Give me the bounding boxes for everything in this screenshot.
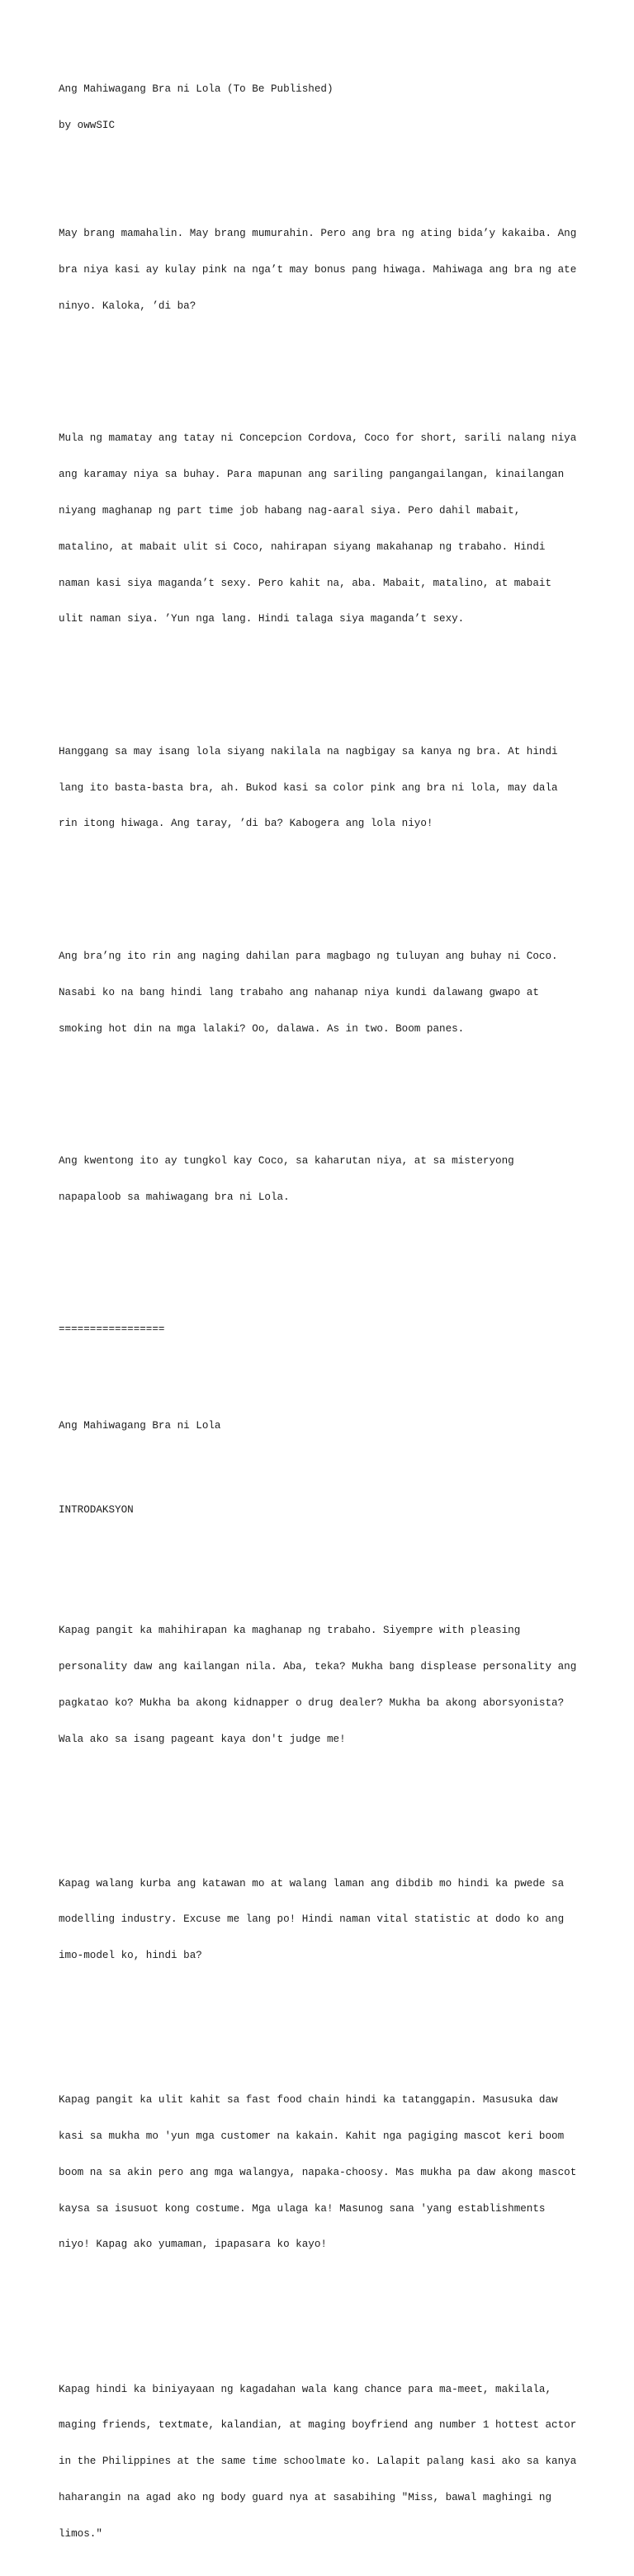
intro-paragraph-1: Kapag pangit ka mahihirapan ka maghanap ng trabaho. Siyempre with pleasing personality daw ang kailangan nila. Aba, teka? Mukha bang displease personality ang pagkatao ko? Mukha ba akong kidnapper o drug dealer? Mukha ba akong aborsyonista? Wala ako sa isang pageant kaya don't judge me! [59,1625,577,1745]
section-divider: ================= [59,1323,165,1336]
synopsis-paragraph-5: Ang kwentong ito ay tungkol kay Coco, sa kaharutan niya, at sa misteryong napapaloob sa mahiwagang bra ni Lola. [59,1155,514,1203]
synopsis-paragraph-4: Ang bra’ng ito rin ang naging dahilan para magbago ng tuluyan ang buhay ni Coco. Nasabi ko na bang hindi lang trabaho ang nahanap niya kundi dalawang gwapo at smoking hot din na mga lalaki? Oo, dalawa. As in two. Boom panes. [59,950,558,1035]
intro-paragraph-4: Kapag hindi ka biniyayaan ng kagadahan wala kang chance para ma-meet, makilala, maging friends, textmate, kalandian, at maging boyfriend ang number 1 hottest actor in the Philippines at the same time schoolmate ko. Lalapit palang kasi ako sa kanya haharangin na agad ako ng body guard nya at sasabihing "Miss, bawal maghingi ng limos." [59,2383,577,2540]
synopsis-paragraph-3: Hanggang sa may isang lola siyang nakilala na nagbigay sa kanya ng bra. At hindi lang ito basta-basta bra, ah. Bukod kasi sa color pink ang bra ni lola, may dala rin itong hiwaga. Ang taray, ’di ba? Kabogera ang lola niyo! [59,745,558,830]
section-heading: INTRODAKSYON [59,1504,134,1517]
document-page [59,59,587,2576]
intro-paragraph-2: Kapag walang kurba ang katawan mo at walang laman ang dibdib mo hindi ka pwede sa modelling industry. Excuse me lang po! Hindi naman vital statistic at dodo ko ang imo-model ko, hindi ba? [59,1877,565,1962]
synopsis-paragraph-2: Mula ng mamatay ang tatay ni Concepcion Cordova, Coco for short, sarili nalang niya ang karamay niya sa buhay. Para mapunan ang sariling pangangailangan, kinailangan niyang maghanap ng part time job habang nag-aaral siya. Pero dahil mabait, matalino, at mabait ulit si Coco, nahirapan siyang makahanap ng trabaho. Hindi naman kasi siya maganda’t sexy. Pero kahit na, aba. Mabait, matalino, at mabait ulit naman siya. ’Yun nga lang. Hindi talaga siya maganda’t sexy. [59,432,577,625]
document-title: Ang Mahiwagang Bra ni Lola (To Be Published) [59,83,334,96]
intro-paragraph-3: Kapag pangit ka ulit kahit sa fast food chain hindi ka tatanggapin. Masusuka daw kasi sa mukha mo 'yun mga customer na kakain. Kahit nga pagiging mascot keri boom boom na sa akin pero ang mga walangya, napaka-choosy. Mas mukha pa daw akong mascot kaysa sa isusuot kong costume. Mga ulaga ka! Masunog sana 'yang establishments niyo! Kapag ako yumaman, ipapasara ko kayo! [59,2094,577,2251]
story-title: Ang Mahiwagang Bra ni Lola [59,1420,221,1432]
author-byline: by owwSIC [59,119,116,131]
synopsis-paragraph-1: May brang mamahalin. May brang mumurahin. Pero ang bra ng ating bida’y kakaiba. Ang bra niya kasi ay kulay pink na nga’t may bonus pang hiwaga. Mahiwaga ang bra ng ate ninyo. Kaloka, ’di ba? [59,228,577,312]
